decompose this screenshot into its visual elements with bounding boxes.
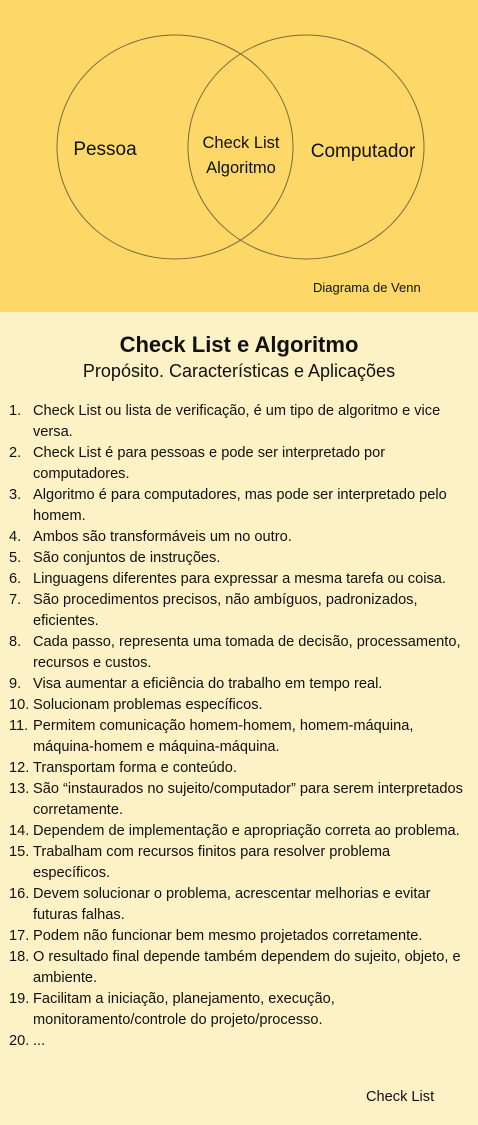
list-item	[0, 590, 478, 632]
list-item-number: 6.	[9, 571, 22, 587]
list-item-number: 3.	[9, 487, 22, 503]
list-item-text: Visa aumentar a eficiência do trabalho em tempo real.	[33, 676, 383, 692]
list-item-number: 20.	[9, 1033, 30, 1049]
list-item-text: São procedimentos precisos, não ambíguos, padronizados, eficientes.	[33, 592, 418, 629]
list-item-number: 5.	[9, 550, 22, 566]
list-item-number: 4.	[9, 529, 22, 545]
list-item-number: 7.	[9, 592, 22, 608]
list-item	[0, 548, 478, 569]
list-item-text: Dependem de implementação e apropriação correta ao problema.	[33, 823, 460, 839]
list-item-text: Facilitam a iniciação, planejamento, execução, monitoramento/controle do projeto/processo.	[33, 991, 335, 1028]
list-item-number: 13.	[9, 781, 30, 797]
list-item-text: Trabalham com recursos finitos para resolver problema específicos.	[33, 844, 391, 881]
list-item-text: Podem não funcionar bem mesmo projetados corretamente.	[33, 928, 423, 944]
list-item-text: ...	[33, 1033, 46, 1049]
list-item	[0, 632, 478, 674]
list-item-number: 16.	[9, 886, 30, 902]
list-item	[0, 947, 478, 989]
list-item-text: São “instaurados no sujeito/computador” para serem interpretados corretamente.	[33, 781, 463, 818]
list-item-text: Ambos são transformáveis um no outro.	[33, 529, 292, 545]
page-subtitle: Propósito. Características e Aplicações	[82, 361, 396, 381]
list-item	[0, 989, 478, 1031]
list-item	[0, 842, 478, 884]
venn-diagram-panel	[0, 0, 478, 312]
footer-label: Check List	[366, 1089, 435, 1105]
list-item-number: 9.	[9, 676, 22, 692]
list-item	[0, 1031, 478, 1052]
venn-diagram	[0, 0, 478, 312]
list-item	[0, 527, 478, 548]
list-item	[0, 674, 478, 695]
list-item	[0, 485, 478, 527]
venn-label-left: Pessoa	[73, 139, 137, 160]
list-item	[0, 779, 478, 821]
list-item-text: O resultado final depende também dependem do sujeito, objeto, e ambiente.	[33, 949, 461, 986]
list-item	[0, 716, 478, 758]
list-item	[0, 443, 478, 485]
list-item-number: 1.	[9, 403, 22, 419]
list-item-text: Check List ou lista de verificação, é um tipo de algoritmo e vice versa.	[33, 403, 441, 440]
list-item-number: 19.	[9, 991, 30, 1007]
list-item-text: Algoritmo é para computadores, mas pode ser interpretado pelo homem.	[33, 487, 447, 524]
list-item-number: 18.	[9, 949, 30, 965]
page-title: Check List e Algoritmo	[119, 332, 359, 357]
list-item-number: 2.	[9, 445, 22, 461]
venn-label-intersection-2: Algoritmo	[206, 159, 276, 177]
list-item-text: Check List é para pessoas e pode ser interpretado por computadores.	[33, 445, 386, 482]
list-item-text: São conjuntos de instruções.	[33, 550, 221, 566]
list-item-number: 17.	[9, 928, 30, 944]
list-item	[0, 821, 478, 842]
list-item-number: 12.	[9, 760, 30, 776]
list-item-number: 10.	[9, 697, 30, 713]
list-item-text: Transportam forma e conteúdo.	[33, 760, 237, 776]
venn-label-intersection-1: Check List	[202, 134, 280, 152]
numbered-list	[0, 401, 478, 1052]
diagram-caption: Diagrama de Venn	[313, 280, 421, 295]
list-item-text: Cada passo, representa uma tomada de decisão, processamento, recursos e custos.	[33, 634, 461, 671]
list-item-text: Permitem comunicação homem-homem, homem-máquina, máquina-homem e máquina-máquina.	[33, 718, 414, 755]
list-item-number: 11.	[9, 718, 29, 734]
list-item	[0, 884, 478, 926]
content-panel	[0, 312, 478, 1125]
list-item	[0, 758, 478, 779]
list-item	[0, 926, 478, 947]
list-item-number: 14.	[9, 823, 30, 839]
list-item	[0, 401, 478, 443]
venn-label-right: Computador	[310, 141, 416, 162]
list-item-number: 15.	[9, 844, 30, 860]
list-item-text: Devem solucionar o problema, acrescentar melhorias e evitar futuras falhas.	[33, 886, 431, 923]
list-item	[0, 569, 478, 590]
list-item	[0, 695, 478, 716]
list-item-number: 8.	[9, 634, 22, 650]
list-item-text: Linguagens diferentes para expressar a mesma tarefa ou coisa.	[33, 571, 446, 587]
list-item-text: Solucionam problemas específicos.	[33, 697, 263, 713]
